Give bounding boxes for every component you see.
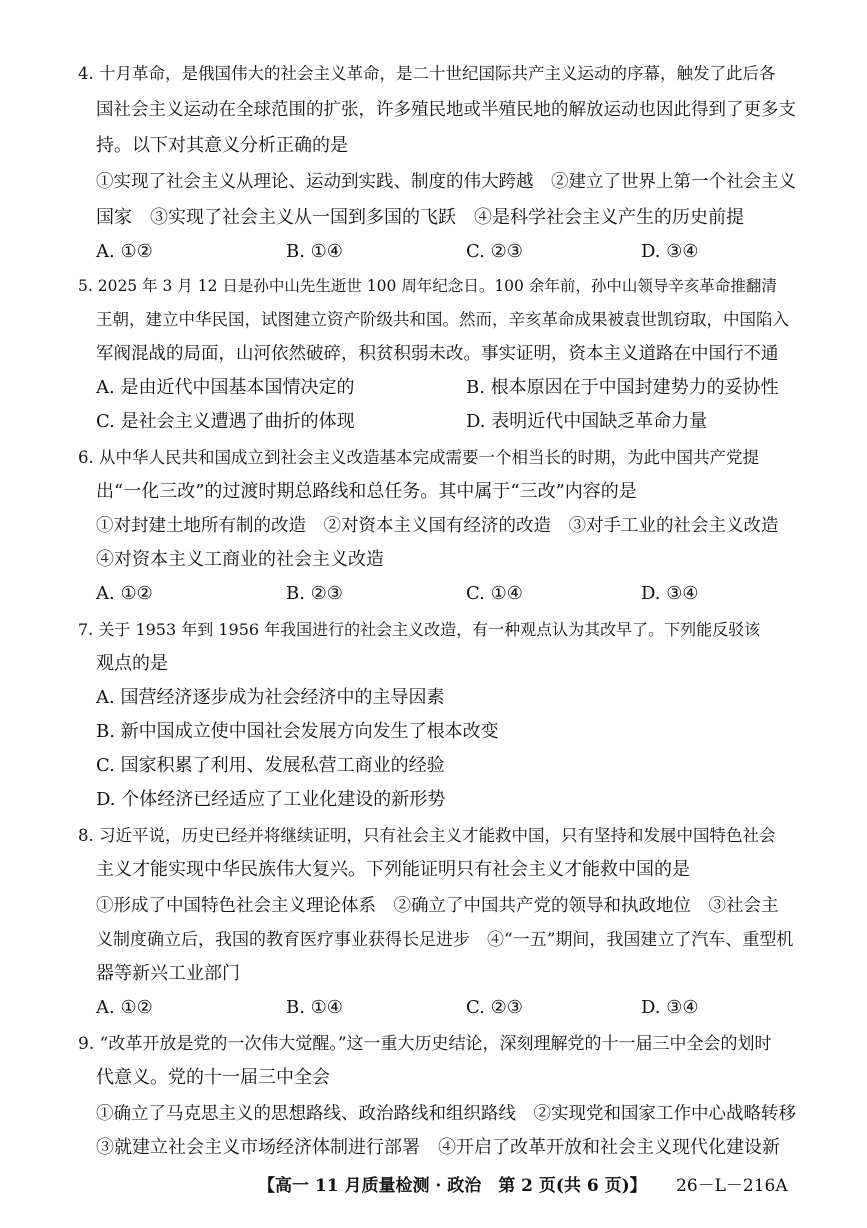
q5-option-a: A. 是由近代中国基本国情决定的 [96,377,355,398]
q5-option-d: D. 表明近代中国缺乏革命力量 [466,411,708,432]
q8-stem-line-1: 8. 习近平说，历史已经并将继续证明，只有社会主义才能救中国，只有坚持和发展中国特色社会 [78,826,776,845]
q4-stem-line-3: 持。以下对其意义分析正确的是 [96,135,348,156]
q7-option-b: B. 新中国成立使中国社会发展方向发生了根本改变 [96,721,499,742]
q5-stem-line-2: 王朝，建立中华民国，试图建立资产阶级共和国。然而，辛亥革命成果被袁世凯窃取，中国陷入 [96,310,789,329]
q8-option-c: C. ②③ [466,997,523,1018]
q5-option-c: C. 是社会主义遭遇了曲折的体现 [96,411,355,432]
q5-stem-line-3: 军阀混战的局面，山河依然破碎，积贫积弱未改。事实证明，资本主义道路在中国行不通 [96,344,779,364]
q8-option-a: A. ①② [96,997,153,1018]
q7-option-d: D. 个体经济已经适应了工业化建设的新形势 [96,789,446,810]
q6-option-a: A. ①② [96,583,153,604]
q8-option-b: B. ①④ [286,997,343,1018]
q9-stem-line-2: 代意义。党的十一届三中全会 [96,1067,330,1088]
q6-stem-line-1: 6. 从中华人民共和国成立到社会主义改造基本完成需要一个相当长的时期，为此中国共产党提 [78,448,759,467]
q6-option-b: B. ②③ [286,583,343,604]
q8-statement-line-3: 器等新兴工业部门 [96,963,240,984]
q7-stem-line-2: 观点的是 [96,653,168,674]
q8-stem-line-2: 主义才能实现中华民族伟大复兴。下列能证明只有社会主义才能救中国的是 [96,859,690,880]
q8-statement-line-1: ①形成了中国特色社会主义理论体系 ②确立了中国共产党的领导和执政地位 ③社会主 [96,896,779,916]
q7-option-a: A. 国营经济逐步成为社会经济中的主导因素 [96,687,445,708]
q4-statement-line-2: 国家 ③实现了社会主义从一国到多国的飞跃 ④是科学社会主义产生的历史前提 [96,207,744,228]
q4-statement-line-1: ①实现了社会主义从理论、运动到实践、制度的伟大跨越 ②建立了世界上第一个社会主义 [96,172,796,192]
q4-option-c: C. ②③ [466,241,523,262]
q4-stem-line-2: 国社会主义运动在全球范围的扩张，许多殖民地或半殖民地的解放运动也因此得到了更多支 [96,100,796,120]
q4-stem-line-1: 4. 十月革命，是俄国伟大的社会主义革命，是二十世纪国际共产主义运动的序幕，触发了此后各 [78,64,776,83]
q6-statement-line-1: ①对封建土地所有制的改造 ②对资本主义国有经济的改造 ③对手工业的社会主义改造 [96,516,779,536]
footer-code: 26－L－216A [676,1176,788,1196]
q8-option-d: D. ③④ [641,997,699,1018]
q5-options-row-2 [96,410,796,434]
q8-options [96,996,796,1020]
q4-options [96,240,796,264]
q7-stem-line-1: 7. 关于 1953 年到 1956 年我国进行的社会主义改造，有一种观点认为其改早了。下列能反驳该 [78,620,761,639]
q6-stem-line-2: 出“一化三改”的过渡时期总路线和总任务。其中属于“三改”内容的是 [96,481,637,502]
q8-statement-line-2: 义制度确立后，我国的教育医疗事业获得长足进步 ④“一五”期间，我国建立了汽车、重型机 [96,930,794,950]
q5-stem-line-1: 5. 2025 年 3 月 12 日是孙中山先生逝世 100 周年纪念日。100 余年前，孙中山领导辛亥革命推翻清 [78,277,777,295]
page-footer [0,1172,867,1200]
q5-option-b: B. 根本原因在于中国封建势力的妥协性 [466,377,779,398]
q4-option-b: B. ①④ [286,241,343,262]
q7-option-c: C. 国家积累了利用、发展私营工商业的经验 [96,755,445,776]
q9-statement-line-2: ③就建立社会主义市场经济体制进行部署 ④开启了改革开放和社会主义现代化建设新 [96,1137,780,1158]
q4-option-a: A. ①② [96,241,153,262]
q5-options-row-1 [96,376,796,400]
footer-title: 【高一 11 月质量检测 · 政治 第 2 页(共 6 页)】 [258,1176,647,1196]
q6-options [96,582,796,606]
q9-statement-line-1: ①确立了马克思主义的思想路线、政治路线和组织路线 ②实现党和国家工作中心战略转移 [96,1104,796,1124]
q9-stem-line-1: 9. “改革开放是党的一次伟大觉醒。”这一重大历史结论，深刻理解党的十一届三中全会的划时 [78,1034,772,1054]
q6-statement-line-2: ④对资本主义工商业的社会主义改造 [96,549,384,570]
q4-option-d: D. ③④ [641,241,699,262]
q6-option-c: C. ①④ [466,583,523,604]
q6-option-d: D. ③④ [641,583,699,604]
